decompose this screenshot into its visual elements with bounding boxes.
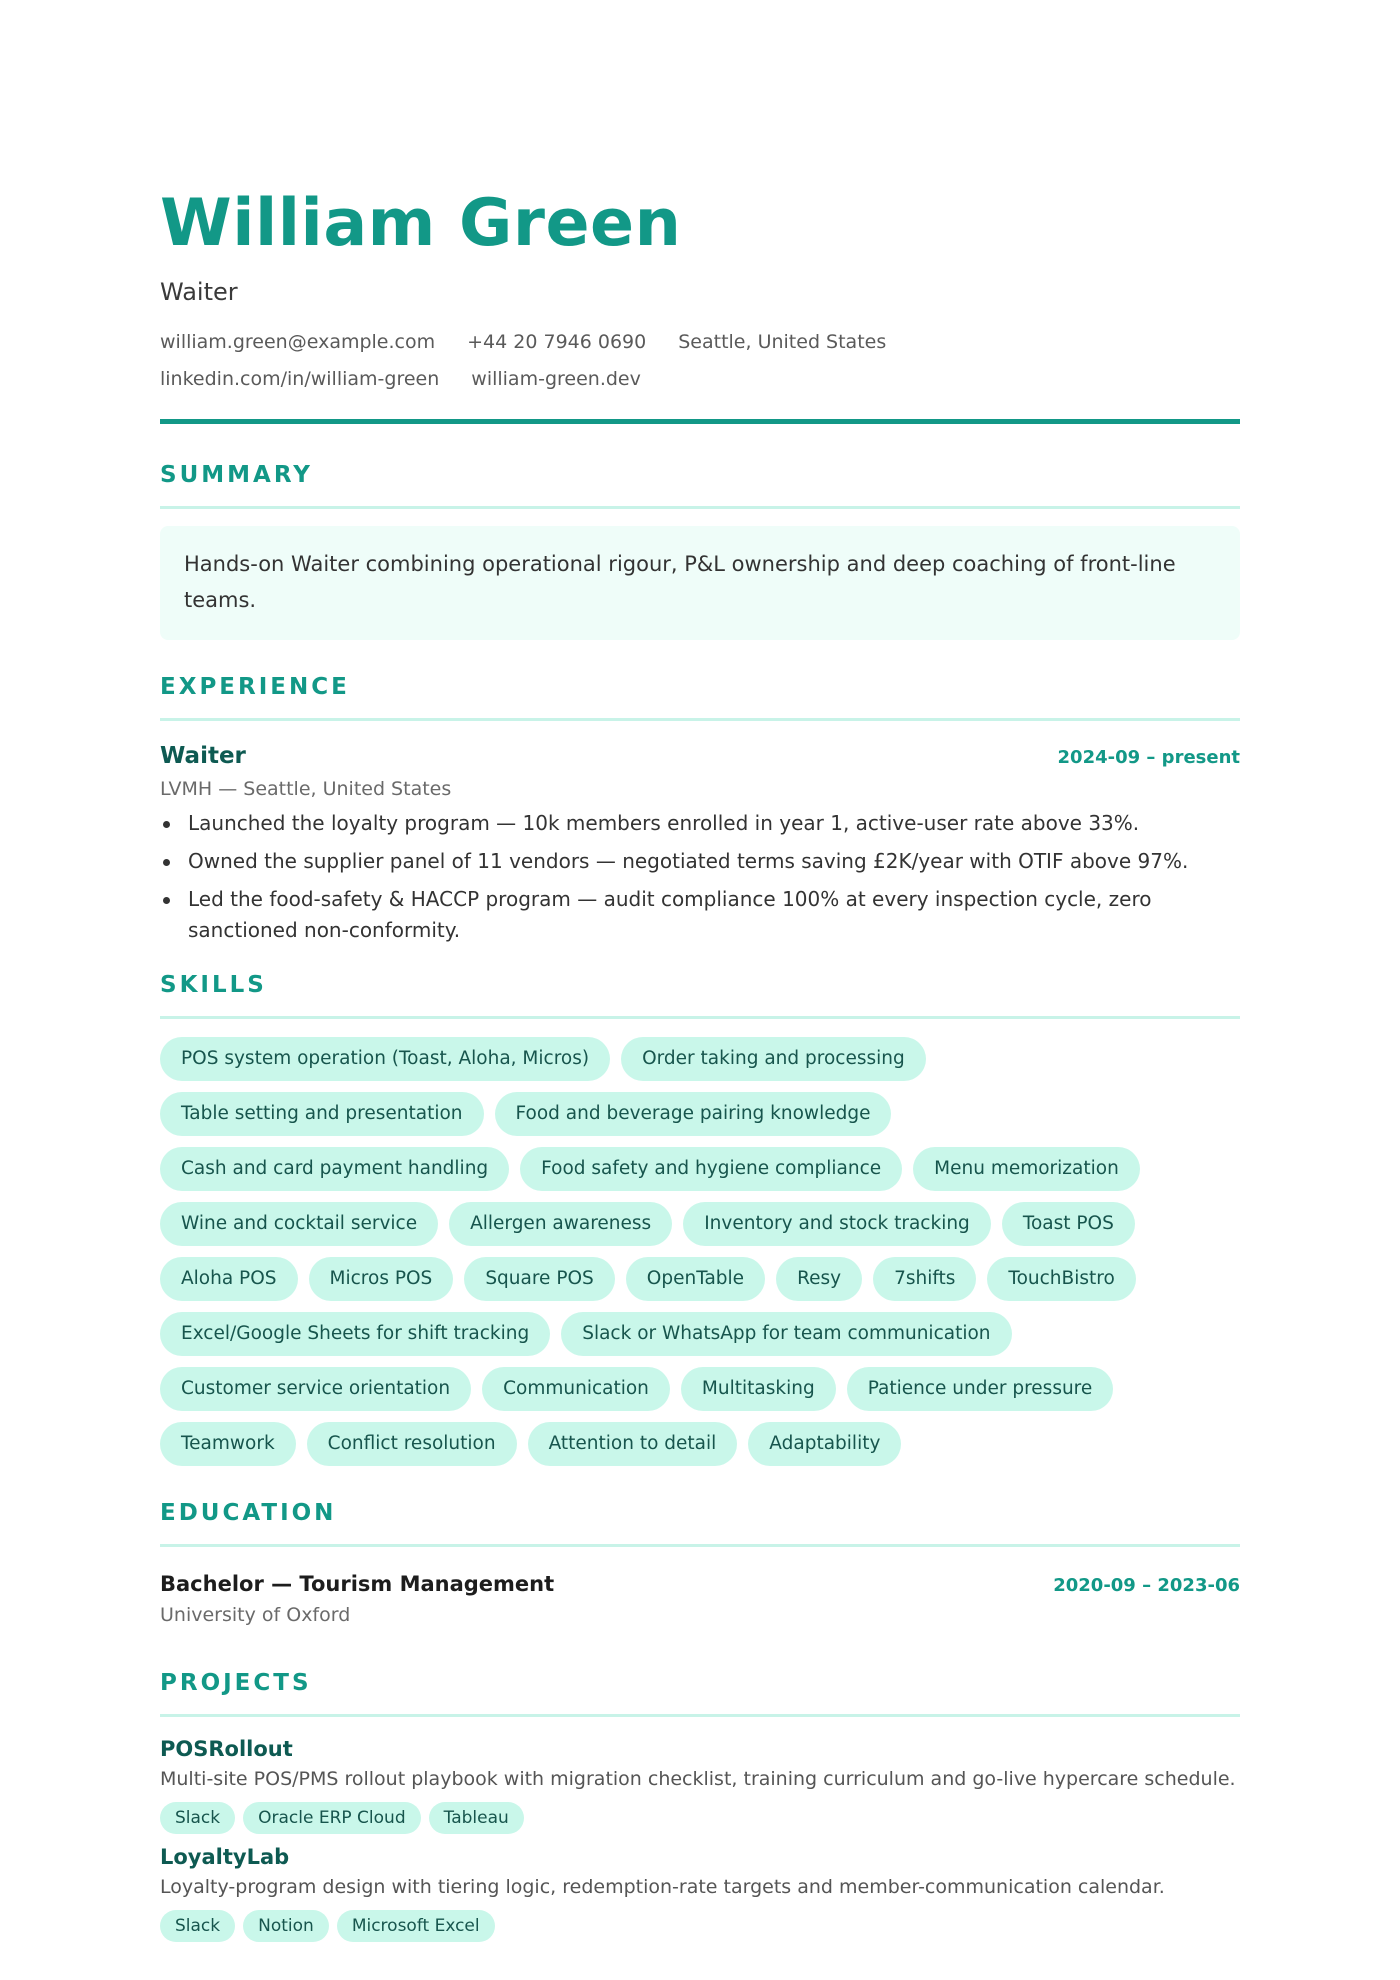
summary-section bbox=[160, 460, 1240, 640]
project-tag: Slack bbox=[160, 1910, 235, 1942]
project-entry bbox=[160, 1843, 1240, 1942]
skill-chip: Excel/Google Sheets for shift tracking bbox=[160, 1312, 550, 1356]
section-title-experience: EXPERIENCE bbox=[160, 674, 350, 700]
skill-chip: Multitasking bbox=[681, 1367, 836, 1411]
resume-header bbox=[160, 183, 1240, 395]
skill-chip: Micros POS bbox=[309, 1257, 454, 1301]
education-dates: 2020-09 – 2023-06 bbox=[1053, 1575, 1240, 1596]
skill-chip: Resy bbox=[776, 1257, 862, 1301]
skill-chip-list bbox=[160, 1037, 1240, 1466]
skill-chip: Slack or WhatsApp for team communication bbox=[561, 1312, 1011, 1356]
job-dates: 2024-09 – present bbox=[1057, 747, 1240, 768]
skill-chip: Wine and cocktail service bbox=[160, 1202, 438, 1246]
project-tag: Tableau bbox=[429, 1802, 524, 1834]
skill-chip: Food and beverage pairing knowledge bbox=[495, 1092, 892, 1136]
skill-chip: Customer service orientation bbox=[160, 1367, 471, 1411]
job-header bbox=[160, 741, 1240, 771]
project-tag: Microsoft Excel bbox=[337, 1910, 495, 1942]
section-divider bbox=[160, 1544, 1240, 1547]
candidate-role: Waiter bbox=[160, 278, 238, 306]
skill-chip: Allergen awareness bbox=[449, 1202, 672, 1246]
section-title-education: EDUCATION bbox=[160, 1500, 337, 1526]
project-entry bbox=[160, 1735, 1240, 1834]
skill-chip: Toast POS bbox=[1002, 1202, 1135, 1246]
skill-chip: Teamwork bbox=[160, 1422, 296, 1466]
skill-chip: Adaptability bbox=[748, 1422, 901, 1466]
contact-location: Seattle, United States bbox=[678, 331, 887, 353]
projects-section bbox=[160, 1668, 1240, 1942]
skill-chip: Menu memorization bbox=[913, 1147, 1140, 1191]
job-bullet: Led the food-safety & HACCP program — audit compliance 100% at every inspection cycle, zero sanctioned non-conformity. bbox=[160, 884, 1240, 946]
education-school: University of Oxford bbox=[160, 1604, 351, 1626]
skill-chip: Aloha POS bbox=[160, 1257, 298, 1301]
section-divider bbox=[160, 1016, 1240, 1019]
project-tag-list bbox=[160, 1910, 1240, 1942]
education-header bbox=[160, 1569, 1240, 1599]
skill-chip: Food safety and hygiene compliance bbox=[520, 1147, 902, 1191]
section-title-projects: PROJECTS bbox=[160, 1670, 312, 1696]
job-bullets bbox=[160, 808, 1240, 946]
skill-chip: 7shifts bbox=[873, 1257, 976, 1301]
summary-text: Hands-on Waiter combining operational rigour, P&L ownership and deep coaching of front-line teams. bbox=[160, 526, 1240, 640]
skill-chip: POS system operation (Toast, Aloha, Micros) bbox=[160, 1037, 610, 1081]
section-title-skills: SKILLS bbox=[160, 972, 267, 998]
project-name: LoyaltyLab bbox=[160, 1845, 290, 1869]
project-description: Loyalty-program design with tiering logic, redemption-rate targets and member-communication calendar. bbox=[160, 1876, 1165, 1898]
project-tag: Notion bbox=[243, 1910, 329, 1942]
skill-chip: Order taking and processing bbox=[621, 1037, 926, 1081]
skill-chip: Conflict resolution bbox=[307, 1422, 517, 1466]
skill-chip: Communication bbox=[482, 1367, 670, 1411]
job-entry bbox=[160, 741, 1240, 946]
skill-chip: Inventory and stock tracking bbox=[683, 1202, 991, 1246]
project-tag: Slack bbox=[160, 1802, 235, 1834]
contact-website[interactable]: william-green.dev bbox=[471, 368, 641, 390]
job-title: Waiter bbox=[160, 743, 246, 769]
education-degree: Bachelor — Tourism Management bbox=[160, 1572, 555, 1596]
section-title-summary: SUMMARY bbox=[160, 462, 313, 488]
job-company: LVMH — Seattle, United States bbox=[160, 778, 452, 800]
project-description: Multi-site POS/PMS rollout playbook with migration checklist, training curriculum and go-live hypercare schedule. bbox=[160, 1768, 1236, 1790]
project-tag-list bbox=[160, 1802, 1240, 1834]
contact-email[interactable]: william.green@example.com bbox=[160, 331, 436, 353]
skills-section bbox=[160, 970, 1240, 1466]
skill-chip: TouchBistro bbox=[987, 1257, 1135, 1301]
skill-chip: Table setting and presentation bbox=[160, 1092, 484, 1136]
project-tag: Oracle ERP Cloud bbox=[243, 1802, 421, 1834]
project-name: POSRollout bbox=[160, 1737, 293, 1761]
contact-linkedin[interactable]: linkedin.com/in/william-green bbox=[160, 368, 440, 390]
section-divider bbox=[160, 1714, 1240, 1717]
job-bullet: Owned the supplier panel of 11 vendors — negotiated terms saving £2K/year with OTIF above 97%. bbox=[160, 846, 1240, 877]
skill-chip: Square POS bbox=[464, 1257, 614, 1301]
candidate-name: William Green bbox=[160, 186, 682, 261]
section-divider bbox=[160, 506, 1240, 509]
skill-chip: Patience under pressure bbox=[847, 1367, 1114, 1411]
education-section bbox=[160, 1498, 1240, 1628]
skill-chip: Attention to detail bbox=[528, 1422, 738, 1466]
experience-section bbox=[160, 672, 1240, 946]
contact-list bbox=[160, 327, 1160, 395]
job-bullet: Launched the loyalty program — 10k members enrolled in year 1, active-user rate above 33%. bbox=[160, 808, 1240, 839]
skill-chip: OpenTable bbox=[626, 1257, 765, 1301]
skill-chip: Cash and card payment handling bbox=[160, 1147, 509, 1191]
section-divider bbox=[160, 718, 1240, 721]
contact-phone: +44 20 7946 0690 bbox=[467, 331, 647, 353]
header-divider bbox=[160, 419, 1240, 424]
